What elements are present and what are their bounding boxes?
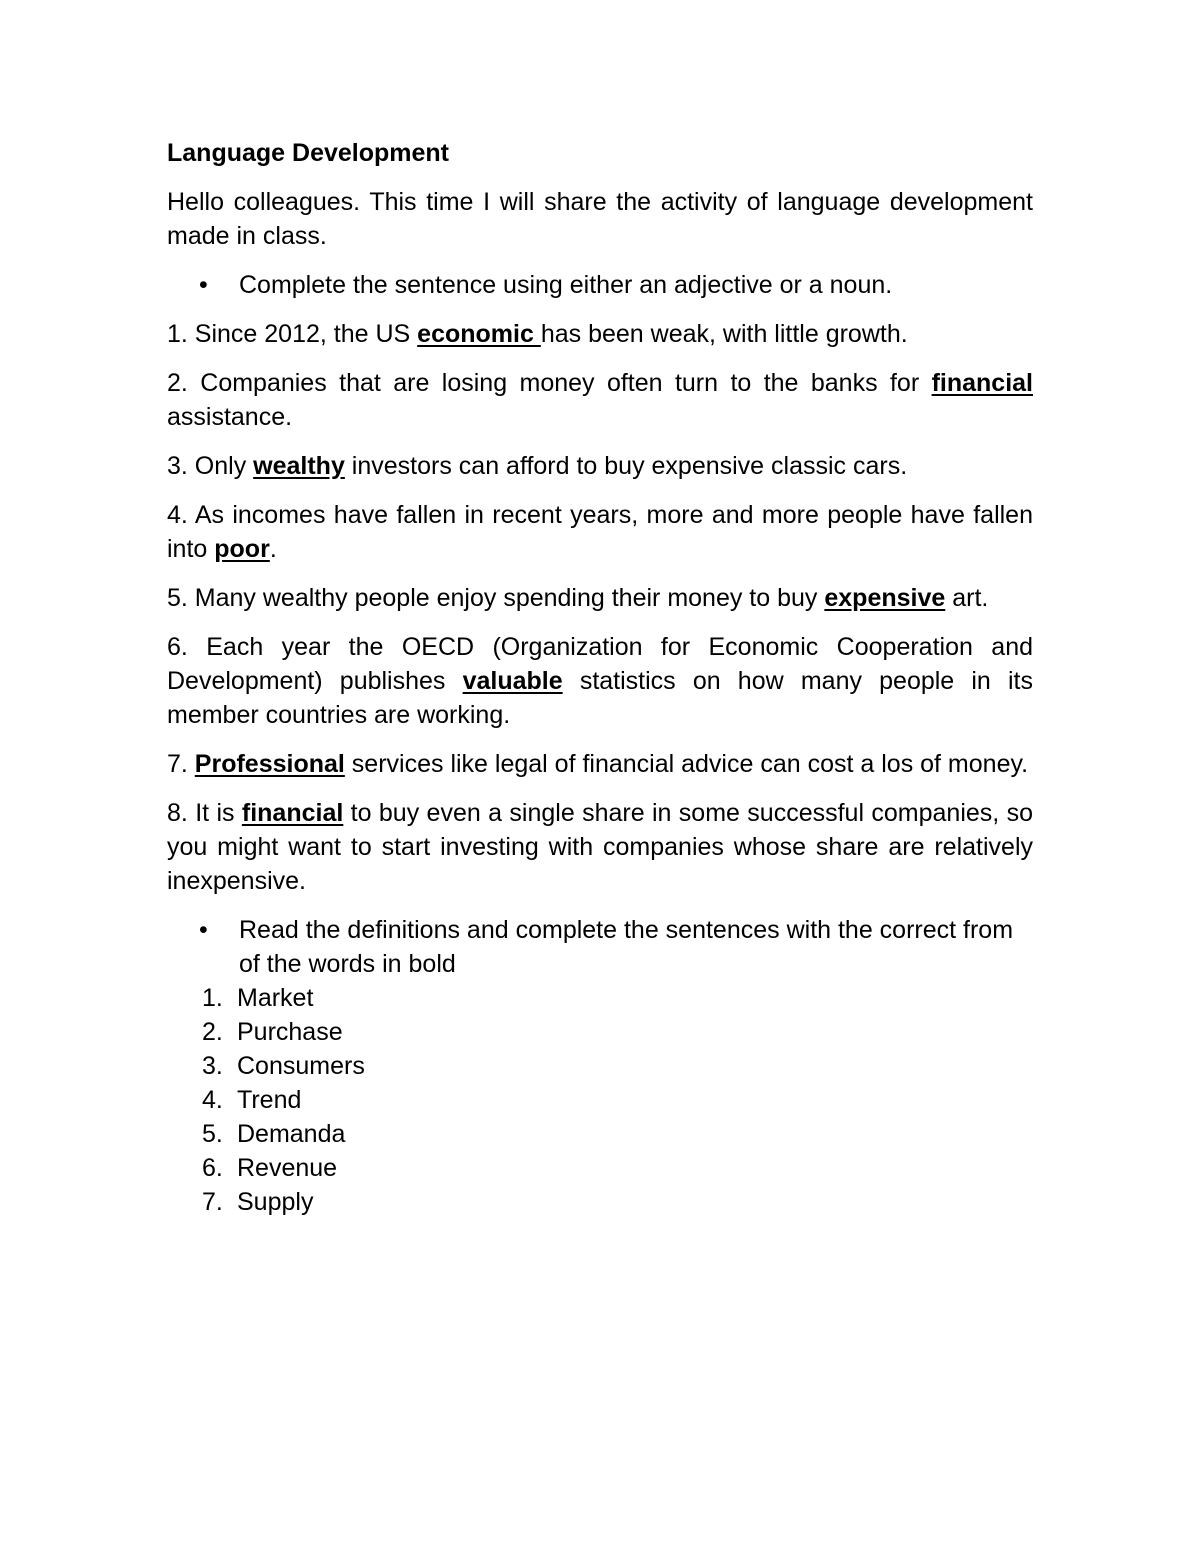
word-number: 3. [202, 1052, 223, 1080]
intro-paragraph: Hello colleagues. This time I will share the activity of language development made in class. [167, 188, 1033, 250]
word-text: Trend [237, 1086, 302, 1114]
exercise-text: 7. [167, 750, 195, 778]
word-list [167, 981, 1033, 1219]
instruction-text: Complete the sentence using either an adjective or a noun. [239, 271, 893, 299]
word-number: 1. [202, 984, 223, 1012]
exercise-text: 8. It is [167, 799, 242, 827]
exercise-answer: poor [214, 535, 270, 563]
exercise-text: services like legal of financial advice can cost a los of money. [344, 750, 1029, 778]
word-text: Demanda [237, 1120, 346, 1148]
exercise-item [167, 449, 1033, 483]
exercise-answer: economic [417, 320, 541, 348]
word-text: Consumers [237, 1052, 365, 1080]
exercise-item [167, 366, 1033, 434]
word-list-item [167, 1049, 1033, 1083]
word-number: 5. [202, 1120, 223, 1148]
word-number: 2. [202, 1018, 223, 1046]
exercise-item [167, 317, 1033, 351]
exercise-answer: valuable [462, 667, 563, 695]
exercise-answer: wealthy [253, 452, 345, 480]
exercise-text: 5. Many wealthy people enjoy spending their money to buy [167, 584, 825, 612]
exercise-text: to buy even a single share in some successful companies, so you might want to start investing with companies whose share are relatively inexpensive. [167, 799, 1033, 895]
exercise-text: 3. Only [167, 452, 254, 480]
exercise-item [167, 747, 1033, 781]
word-list-item [167, 1015, 1033, 1049]
instruction-bullet-1 [167, 268, 1033, 302]
bullet-icon: • [199, 271, 208, 299]
document-title: Language Development [167, 139, 449, 167]
exercise-text: art. [945, 584, 989, 612]
instruction-bullet-2 [167, 913, 1033, 981]
word-number: 6. [202, 1154, 223, 1182]
exercise-text: investors can afford to buy expensive classic cars. [344, 452, 908, 480]
document-page [167, 136, 1033, 1219]
exercise-text: 6. Each year the OECD (Organization for Economic Cooperation and Development) publishes [167, 633, 1033, 695]
exercise-answer: financial [241, 799, 344, 827]
instruction-text: Read the definitions and complete the sentences with the correct from of the words in bold [239, 916, 1014, 978]
word-list-item [167, 1151, 1033, 1185]
word-text: Purchase [237, 1018, 343, 1046]
exercise-text: assistance. [167, 403, 293, 431]
exercise-list [167, 317, 1033, 898]
exercise-text: . [269, 535, 277, 563]
exercise-item [167, 630, 1033, 732]
word-number: 4. [202, 1086, 223, 1114]
word-list-item [167, 1117, 1033, 1151]
exercise-text: 1. Since 2012, the US [167, 320, 418, 348]
exercise-item [167, 581, 1033, 615]
exercise-item [167, 498, 1033, 566]
exercise-text: statistics on how many people in its member countries are working. [167, 667, 1033, 729]
exercise-text: has been weak, with little growth. [540, 320, 908, 348]
exercise-answer: financial [931, 369, 1033, 397]
bullet-icon: • [199, 916, 208, 944]
exercise-answer: expensive [824, 584, 946, 612]
word-list-item [167, 1083, 1033, 1117]
exercise-answer: Professional [194, 750, 345, 778]
word-list-item [167, 1185, 1033, 1219]
exercise-text: 4. As incomes have fallen in recent years, more and more people have fallen into [167, 501, 1033, 563]
exercise-item [167, 796, 1033, 898]
word-number: 7. [202, 1188, 223, 1216]
word-text: Market [237, 984, 314, 1012]
exercise-text: 2. Companies that are losing money often turn to the banks for [167, 369, 932, 397]
word-list-item [167, 981, 1033, 1015]
word-text: Supply [237, 1188, 314, 1216]
word-text: Revenue [237, 1154, 338, 1182]
